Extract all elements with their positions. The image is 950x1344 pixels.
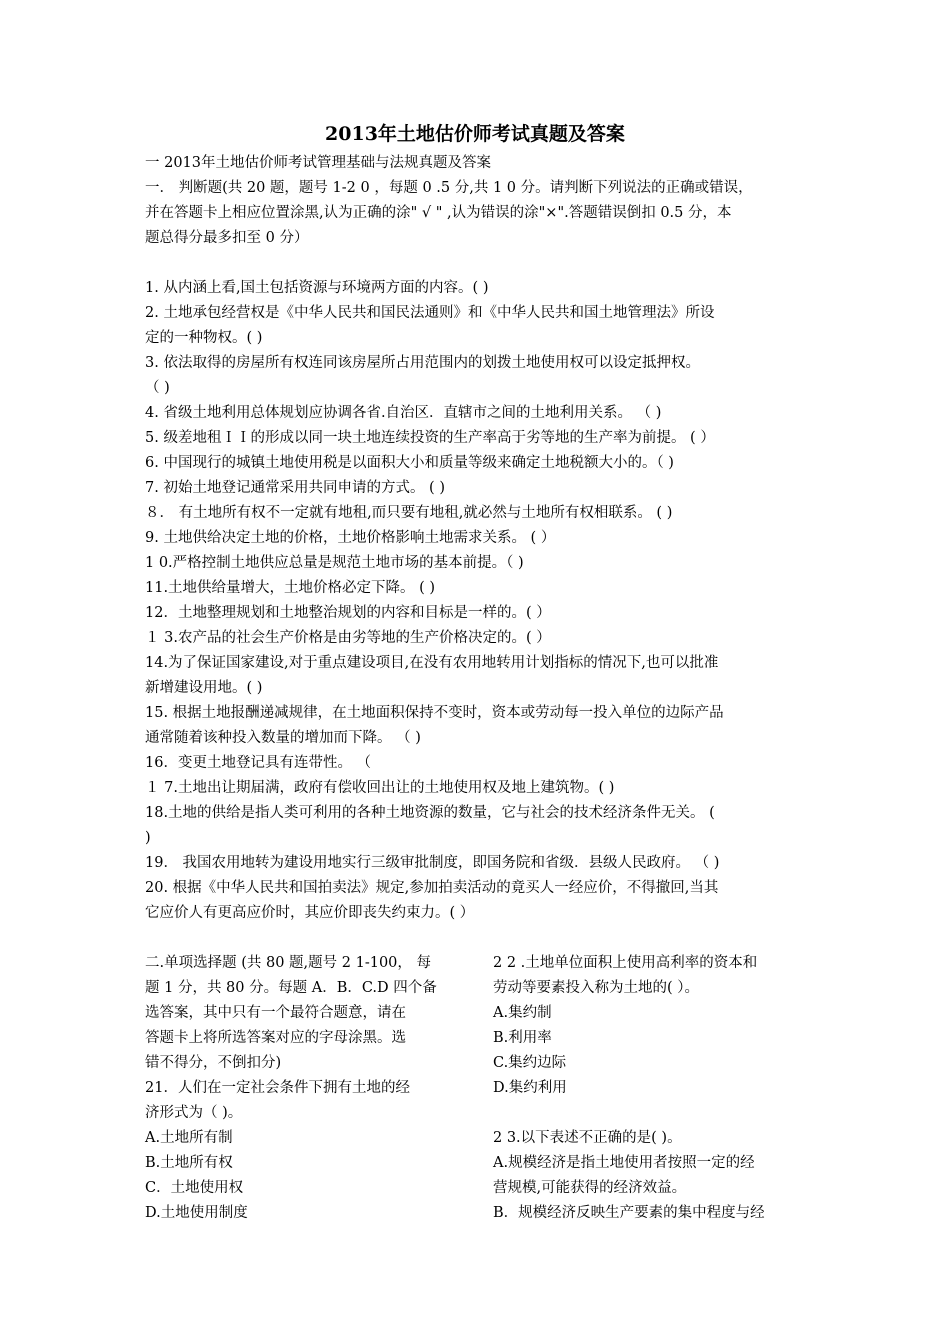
question-line: １ 7.土地出让期届满，政府有偿收回出让的土地使用权及地上建筑物。( ) [145,780,615,796]
question-line: 19． 我国农用地转为建设用地实行三级审批制度，即国务院和省级．县级人民政府。 （ ) [145,855,720,871]
left-column-line: 题 1 分，共 80 分。每题 A．B．C.D 四个备 [145,980,437,996]
subtitle: 一 2013年土地估价师考试管理基础与法规真题及答案 [145,155,492,171]
question-line: 1 0.严格控制土地供应总量是规范土地市场的基本前提。（ ) [145,555,524,571]
question-line: １ 3.农产品的社会生产价格是由劣等地的生产价格决定的。( ） [145,630,551,646]
right-column-line: 2 3.以下表述不正确的是( )。 [493,1130,682,1146]
question-line: 15. 根据土地报酬递减规律，在土地面积保持不变时，资本或劳动每一投入单位的边际产品 [145,705,724,721]
question-line: 7. 初始土地登记通常采用共同申请的方式。 ( ) [145,480,445,496]
right-column-line: C.集约边际 [493,1055,567,1071]
question-line: ) [145,830,151,846]
question-line: ８． 有土地所有权不一定就有地租,而只要有地租,就必然与土地所有权相联系。 ( ) [145,505,673,521]
question-line: 18.土地的供给是指人类可利用的各种土地资源的数量，它与社会的技术经济条件无关。 ( [145,805,715,821]
right-column-line: D.集约利用 [493,1080,567,1096]
section1-intro-line: 一． 判断题(共 20 题，题号 1-2 0 ，每题 0 .5 分,共 1 0 分。请判断下列说法的正确或错误， [145,180,753,196]
page-title: 2013年土地估价师考试真题及答案 [325,123,625,145]
question-line: 3. 依法取得的房屋所有权连同该房屋所占用范围内的划拨土地使用权可以设定抵押权。 [145,355,700,371]
left-column-line: 济形式为（ )。 [145,1105,243,1121]
left-column-line: B.土地所有权 [145,1155,233,1171]
question-line: 它应价人有更高应价时，其应价即丧失约束力。( ） [145,905,475,921]
question-line: 6. 中国现行的城镇土地使用税是以面积大小和质量等级来确定土地税额大小的。（ ) [145,455,674,471]
left-column-line: 选答案，其中只有一个最符合题意，请在 [145,1005,406,1021]
question-line: 14.为了保证国家建设,对于重点建设项目,在没有农用地转用计划指标的情况下,也可以批准 [145,655,719,671]
right-column-line: B.利用率 [493,1030,552,1046]
question-line: 1. 从内涵上看,国土包括资源与环境两方面的内容。( ) [145,280,489,296]
left-column-line: 21．人们在一定社会条件下拥有土地的经 [145,1080,410,1096]
section1-intro-line: 题总得分最多扣至 0 分） [145,230,309,246]
section1-intro-line: 并在答题卡上相应位置涂黑,认为正确的涂" √ " ,认为错误的涂"×".答题错误倒扣 0.5 分，本 [145,205,732,221]
question-line: 16．变更土地登记具有连带性。 （ [145,755,372,771]
question-line: （ ) [145,380,170,396]
right-column-line: 劳动等要素投入称为土地的( ）。 [493,980,700,996]
left-column-line: D.土地使用制度 [145,1205,248,1221]
left-column-line: 答题卡上将所选答案对应的字母涂黑。选 [145,1030,406,1046]
question-line: 12．土地整理规划和土地整治规划的内容和目标是一样的。( ） [145,605,551,621]
right-column-line: 2 2 .土地单位面积上使用高利率的资本和 [493,955,758,971]
question-line: 11.土地供给量增大，土地价格必定下降。 ( ) [145,580,436,596]
question-line: 9. 土地供给决定土地的价格，土地价格影响土地需求关系。 ( ） [145,530,556,546]
question-line: 定的一种物权。( ) [145,330,263,346]
question-line: 5. 级差地租ＩＩ的形成以同一块土地连续投资的生产率高于劣等地的生产率为前提。 ( ） [145,430,715,446]
right-column-line: A.集约制 [493,1005,552,1021]
question-line: 4. 省级土地利用总体规划应协调各省.自治区．直辖市之间的土地利用关系。 （ ) [145,405,662,421]
left-column-line: 二.单项选择题 (共 80 题,题号 2 1-100， 每 [145,955,432,971]
right-column-line: A.规模经济是指土地使用者按照一定的经 [493,1155,755,1171]
question-line: 通常随着该种投入数量的增加而下降。 （ ) [145,730,421,746]
question-line: 2. 土地承包经营权是《中华人民共和国民法通则》和《中华人民共和国土地管理法》所设 [145,305,715,321]
left-column-line: C．土地使用权 [145,1180,244,1196]
right-column-line: B．规模经济反映生产要素的集中程度与经 [493,1205,765,1221]
left-column-line: 错不得分，不倒扣分) [145,1055,282,1071]
question-line: 20. 根据《中华人民共和国拍卖法》规定,参加拍卖活动的竟买人一经应价，不得撤回,当其 [145,880,719,896]
right-column-line: 营规模,可能获得的经济效益。 [493,1180,687,1196]
left-column-line: A.土地所有制 [145,1130,233,1146]
question-line: 新增建设用地。( ) [145,680,263,696]
